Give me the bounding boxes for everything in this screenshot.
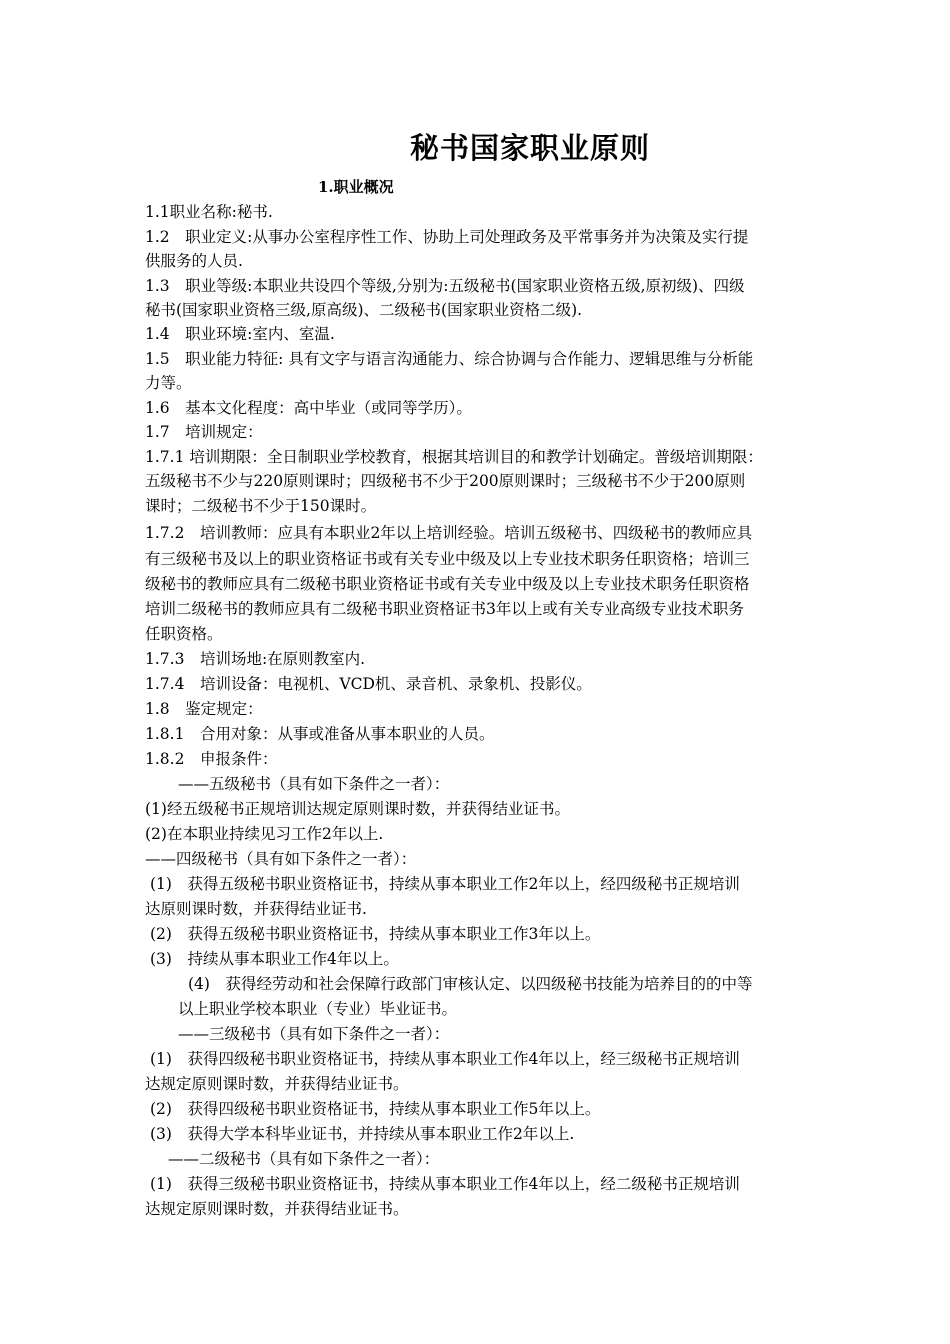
text-line: (3) 持续从事本职业工作4年以上。 xyxy=(150,950,399,968)
text-line: (2) 获得四级秘书职业资格证书，持续从事本职业工作5年以上。 xyxy=(150,1100,601,1118)
text-line: 有三级秘书及以上的职业资格证书或有关专业中级及以上专业技术职务任职资格；培训三 xyxy=(145,550,750,568)
text-line: 1.2 职业定义:从事办公室程序性工作、协助上司处理政务及平常事务并为决策及实行提 xyxy=(145,228,749,246)
text-line: 1.1职业名称:秘书. xyxy=(145,203,273,221)
text-line: 秘书(国家职业资格三级,原高级)、二级秘书(国家职业资格二级). xyxy=(145,301,583,319)
text-line: 力等。 xyxy=(145,374,192,392)
page-title: 秘书国家职业原则 xyxy=(409,131,650,165)
text-line: ——五级秘书（具有如下条件之一者）： xyxy=(178,775,450,793)
text-line: (1)经五级秘书正规培训达规定原则课时数，并获得结业证书。 xyxy=(145,800,570,818)
text-line: (1) 获得四级秘书职业资格证书，持续从事本职业工作4年以上，经三级秘书正规培训 xyxy=(150,1050,740,1068)
text-line: 1.8 鉴定规定： xyxy=(145,700,263,718)
text-line: ——三级秘书（具有如下条件之一者）： xyxy=(178,1025,450,1043)
text-line: 1.7.1 培训期限：全日制职业学校教育，根据其培训目的和教学计划确定。普级培训期限： xyxy=(145,448,763,466)
text-line: 达规定原则课时数，并获得结业证书。 xyxy=(145,1200,409,1218)
text-line: 1.6 基本文化程度：高中毕业（或同等学历）。 xyxy=(145,399,472,417)
text-line: 1.7 培训规定： xyxy=(145,423,263,441)
text-line: (4) 获得经劳动和社会保障行政部门审核认定、以四级秘书技能为培养目的的中等 xyxy=(188,975,753,993)
text-line: 1.8.2 申报条件： xyxy=(145,750,278,768)
text-line: 课时；二级秘书不少于150课时。 xyxy=(145,497,377,515)
text-line: ——四级秘书（具有如下条件之一者）： xyxy=(145,850,417,868)
text-line: 级秘书的教师应具有二级秘书职业资格证书或有关专业中级及以上专业技术职务任职资格 xyxy=(145,575,750,593)
text-line: 供服务的人员. xyxy=(145,252,243,270)
text-line: 1.7.4 培训设备：电视机、VCD机、录音机、录象机、投影仪。 xyxy=(145,675,592,693)
text-line: 五级秘书不少与220原则课时；四级秘书不少于200原则课时；三级秘书不少于200原则 xyxy=(145,472,746,490)
text-line: 1.3 职业等级:本职业共设四个等级,分别为:五级秘书(国家职业资格五级,原初级)、四级 xyxy=(145,277,745,295)
text-line: 任职资格。 xyxy=(145,625,223,643)
text-line: (1) 获得三级秘书职业资格证书，持续从事本职业工作4年以上，经二级秘书正规培训 xyxy=(150,1175,740,1193)
text-line: (2) 获得五级秘书职业资格证书，持续从事本职业工作3年以上。 xyxy=(150,925,601,943)
section-heading: 1.职业概况 xyxy=(318,178,394,196)
text-line: (1) 获得五级秘书职业资格证书，持续从事本职业工作2年以上，经四级秘书正规培训 xyxy=(150,875,740,893)
text-line: ——二级秘书（具有如下条件之一者）： xyxy=(168,1150,440,1168)
text-line: (3) 获得大学本科毕业证书，并持续从事本职业工作2年以上. xyxy=(150,1125,575,1143)
text-line: 1.5 职业能力特征: 具有文字与语言沟通能力、综合协调与合作能力、逻辑思维与分析能 xyxy=(145,350,754,368)
text-line: 达原则课时数，并获得结业证书. xyxy=(145,900,367,918)
text-line: 1.4 职业环境:室内、室温. xyxy=(145,325,335,343)
text-line: (2)在本职业持续见习工作2年以上. xyxy=(145,825,384,843)
text-line: 1.7.3 培训场地:在原则教室内. xyxy=(145,650,366,668)
text-line: 以上职业学校本职业（专业）毕业证书。 xyxy=(178,1000,458,1018)
text-line: 达规定原则课时数，并获得结业证书。 xyxy=(145,1075,409,1093)
text-line: 1.8.1 合用对象：从事或准备从事本职业的人员。 xyxy=(145,725,495,743)
text-line: 1.7.2 培训教师：应具有本职业2年以上培训经验。培训五级秘书、四级秘书的教师应具 xyxy=(145,524,753,542)
text-line: 培训二级秘书的教师应具有二级秘书职业资格证书3年以上或有关专业高级专业技术职务 xyxy=(145,600,744,618)
